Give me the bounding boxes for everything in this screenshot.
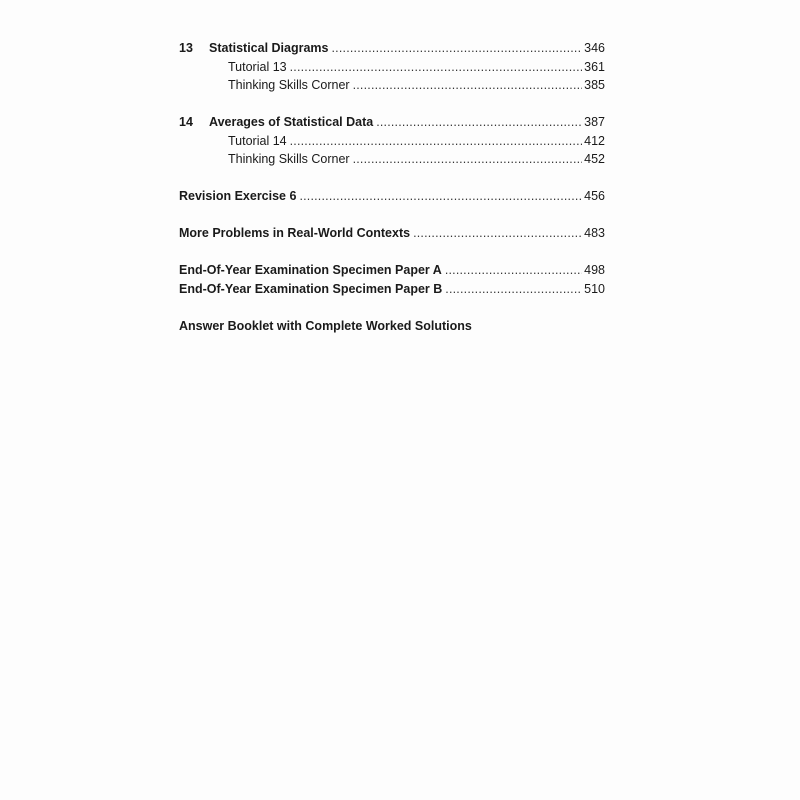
page-number: 456 xyxy=(584,189,605,203)
dot-leader xyxy=(332,39,583,58)
section-title: Tutorial 13 xyxy=(228,59,287,74)
toc-entry-chapter-13[interactable] xyxy=(179,39,605,58)
toc-entry-tutorial-14[interactable] xyxy=(179,132,605,151)
page-number: 510 xyxy=(584,281,605,296)
dot-leader xyxy=(376,113,582,132)
page-number: 412 xyxy=(584,133,605,148)
toc-entry-thinking-skills-14[interactable] xyxy=(179,150,605,169)
toc-entry-more-problems[interactable] xyxy=(179,224,605,243)
toc-entry-specimen-paper-b[interactable] xyxy=(179,280,605,299)
page-number: 452 xyxy=(584,152,605,166)
page-number: 346 xyxy=(584,41,605,55)
entry-title: End-Of-Year Examination Specimen Paper A xyxy=(179,263,442,277)
spacer xyxy=(179,206,605,225)
dot-leader xyxy=(413,224,582,243)
dot-leader xyxy=(353,76,583,95)
entry-title: End-Of-Year Examination Specimen Paper B xyxy=(179,281,443,296)
chapter-title: Averages of Statistical Data xyxy=(209,115,374,129)
entry-title: Revision Exercise 6 xyxy=(179,189,297,203)
spacer xyxy=(179,243,605,262)
section-title: Thinking Skills Corner xyxy=(228,152,350,166)
page-number: 385 xyxy=(584,78,605,92)
page-number: 498 xyxy=(584,263,605,277)
entry-title: More Problems in Real-World Contexts xyxy=(179,226,411,240)
dot-leader xyxy=(353,150,583,169)
toc-entry-answer-booklet[interactable] xyxy=(179,317,605,336)
dot-leader xyxy=(445,261,582,280)
page-number: 483 xyxy=(584,226,605,240)
toc-entry-revision-exercise[interactable] xyxy=(179,187,605,206)
table-of-contents xyxy=(179,39,605,335)
toc-entry-specimen-paper-a[interactable] xyxy=(179,261,605,280)
dot-leader xyxy=(445,280,582,299)
chapter-number: 14 xyxy=(179,115,193,129)
entry-title: Answer Booklet with Complete Worked Solutions xyxy=(179,318,472,333)
section-title: Thinking Skills Corner xyxy=(228,78,350,92)
chapter-number: 13 xyxy=(179,41,193,55)
page-number: 387 xyxy=(584,115,605,129)
dot-leader xyxy=(290,58,583,77)
page-number: 361 xyxy=(584,59,605,74)
dot-leader xyxy=(299,187,582,206)
chapter-title: Statistical Diagrams xyxy=(209,41,329,55)
spacer xyxy=(179,95,605,114)
dot-leader xyxy=(290,132,583,151)
spacer xyxy=(179,298,605,317)
toc-entry-chapter-14[interactable] xyxy=(179,113,605,132)
section-title: Tutorial 14 xyxy=(228,133,287,148)
toc-entry-thinking-skills-13[interactable] xyxy=(179,76,605,95)
toc-entry-tutorial-13[interactable] xyxy=(179,58,605,77)
spacer xyxy=(179,169,605,188)
